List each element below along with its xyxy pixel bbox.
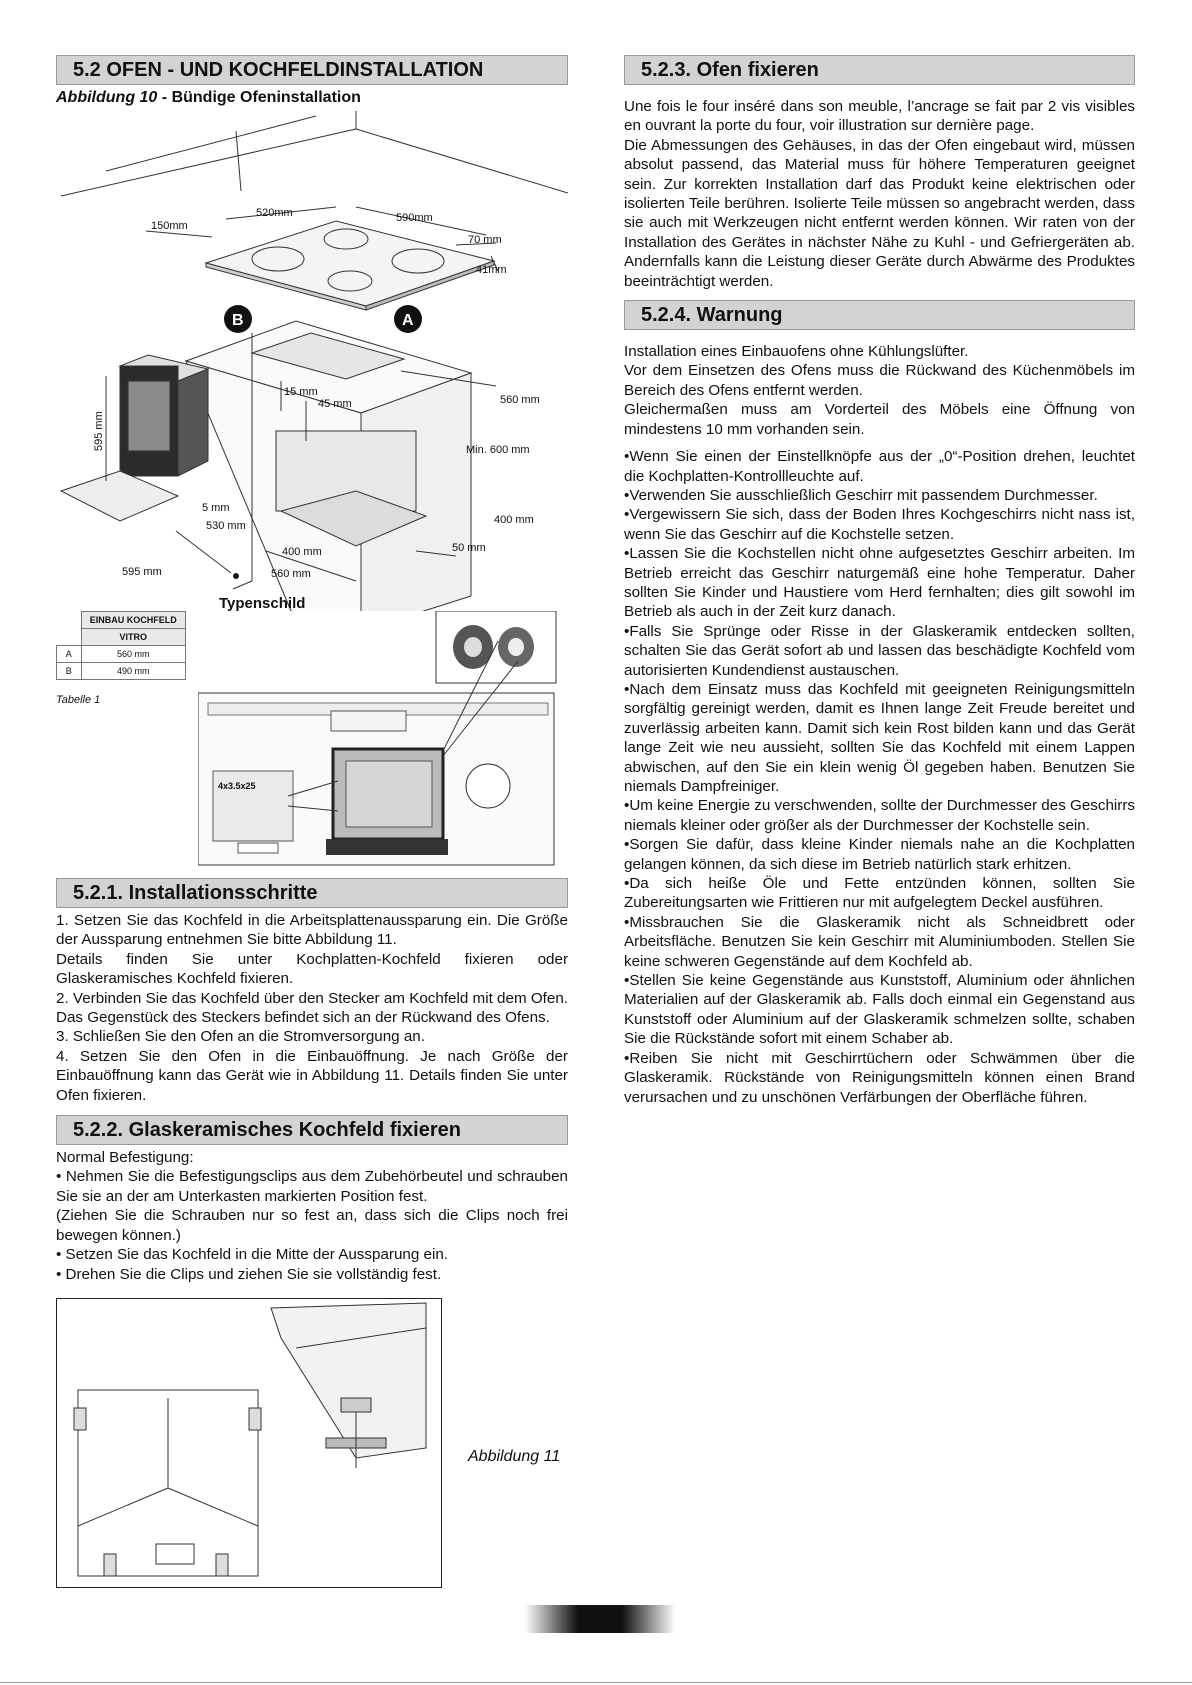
s522-paragraph: • Setzen Sie das Kochfeld in die Mitte der Aussparung ein. bbox=[56, 1246, 448, 1264]
dim-41: 41mm bbox=[476, 264, 507, 276]
figure11-area bbox=[56, 1298, 568, 1588]
dim-590: 590mm bbox=[396, 212, 433, 224]
warning-bullet: •Vergewissern Sie sich, dass der Boden Ihres Kochgeschirrs nicht nass ist, wenn Sie das Geschirr auf die Kochstelle setzen. bbox=[624, 506, 1135, 543]
figure11-diagram bbox=[56, 1298, 442, 1588]
dim-5: 5 mm bbox=[202, 502, 230, 514]
s521-body bbox=[56, 911, 568, 1105]
marker-b: B bbox=[232, 312, 244, 329]
figure11-caption: Abbildung 11 bbox=[468, 1447, 561, 1465]
left-column bbox=[56, 55, 568, 1588]
warning-bullet: •Nach dem Einsatz muss das Kochfeld mit geeigneten Reinigungsmitteln sorgfältig gereinigt werden, damit es Ihnen lange Zeit Freude bereitet und zuverlässig arbeiten kann. Damit sich kein Rost bilden kann und das Gerät lange Zeit wie neu aussieht, sollten Sie das Kochfeld mit einem Lappen abwischen, auf den Sie ein klein wenig Öl gegeben haben. Benutzen Sie niemals Dampfreiniger. bbox=[624, 680, 1135, 795]
warning-bullet: •Wenn Sie einen der Einstellknöpfe aus der „0“-Position drehen, leuchtet die Kochplatten-Kontrollleuchte auf. bbox=[624, 448, 1135, 485]
s523-paragraph: Die Abmessungen des Gehäuses, in das der Ofen eingebaut wird, müssen absolut passend, das Material muss für höhere Temperaturen geeignet sein. Zur korrekten Installation darf das Produkt keine elektrischen oder isolierten Teile berühren. Isolierte Teile müssen so angebracht werden, dass sie auch mit Werkzeugen nicht entfernt werden können. Wir raten von der Installation des Gerätes in nächster Nähe zu Kuhl - und Gefriergeräten ab. Andernfalls kann die Leistung dieser Geräte durch Abwärme des Produktes beeinträchtigt werden. bbox=[624, 136, 1135, 290]
table1-header2: VITRO bbox=[81, 629, 186, 646]
dim-min600: Min. 600 mm bbox=[466, 444, 530, 456]
dim-45: 45 mm bbox=[318, 398, 352, 410]
s524-intro bbox=[624, 342, 1135, 439]
s522-paragraph: Normal Befestigung: bbox=[56, 1149, 194, 1167]
warning-bullet: •Missbrauchen Sie die Glaskeramik nicht als Schneidbrett oder Arbeitsfläche. Benutzen Sie kein Geschirr mit Aluminiumboden. Stellen Sie keine schweren Gegenstände auf dem Kochfeld ab. bbox=[624, 913, 1135, 970]
dim-15: 15 mm bbox=[284, 386, 318, 398]
s524-intro-paragraph: Installation eines Einbauofens ohne Kühlungslüfter. bbox=[624, 343, 969, 361]
figure10-caption bbox=[56, 89, 568, 107]
s521-paragraph: 2. Verbinden Sie das Kochfeld über den Stecker am Kochfeld mit dem Ofen. Das Gegenstück des Steckers befindet sich an der Rückwand des Ofens. bbox=[56, 989, 568, 1027]
table1-caption: Tabelle 1 bbox=[56, 694, 101, 706]
s521-paragraph: 1. Setzen Sie das Kochfeld in die Arbeitsplattenaussparung ein. Die Größe der Aussparung entnehmen Sie bitte Abbildung 11. bbox=[56, 912, 568, 949]
s524-bullets bbox=[624, 447, 1135, 1107]
s521-paragraph: Details finden Sie unter Kochplatten-Kochfeld fixieren oder Glaskeramisches Kochfeld fixieren. bbox=[56, 950, 568, 988]
warning-bullet: •Da sich heiße Öle und Fette entzünden können, sollten Sie Zubereitungsarten wie Frittieren nur mit aufgelegtem Deckel ausführen. bbox=[624, 875, 1135, 912]
table1 bbox=[56, 611, 186, 680]
section-title: 5.2 OFEN - UND KOCHFELDINSTALLATION bbox=[56, 55, 568, 85]
dim-50: 50 mm bbox=[452, 542, 486, 554]
s521-title: 5.2.1. Installationsschritte bbox=[56, 878, 568, 908]
warning-bullet: •Sorgen Sie dafür, dass kleine Kinder niemals nahe an die Kochplatten gelangen können, da sich diese im Betrieb natürlich stark erhitzen. bbox=[624, 836, 1135, 873]
bottom-rule bbox=[0, 1682, 1192, 1683]
dim-595-vertical: 595 mm bbox=[93, 411, 105, 451]
s522-paragraph: (Ziehen Sie die Schrauben nur so fest an, dass sich die Clips noch frei bewegen können.) bbox=[56, 1207, 568, 1244]
s522-paragraph: • Nehmen Sie die Befestigungsclips aus dem Zubehörbeutel und schrauben Sie sie an der am Unterkasten markierten Position fest. bbox=[56, 1168, 568, 1205]
s524-intro-paragraph: Gleichermaßen muss am Vorderteil des Möbels eine Öffnung von mindestens 10 mm vorhanden sein. bbox=[624, 401, 1135, 438]
dim-595-horizontal: 595 mm bbox=[122, 566, 162, 578]
figure10-caption-text: Bündige Ofeninstallation bbox=[171, 89, 361, 106]
s521-paragraph: 3. Schließen Sie den Ofen an die Stromversorgung an. bbox=[56, 1028, 425, 1046]
dim-400a: 400 mm bbox=[494, 514, 534, 526]
s523-title: 5.2.3. Ofen fixieren bbox=[624, 55, 1135, 85]
dim-400b: 400 mm bbox=[282, 546, 322, 558]
warning-bullet: •Verwenden Sie ausschließlich Geschirr mit passendem Durchmesser. bbox=[624, 486, 1098, 504]
warning-bullet: •Falls Sie Sprünge oder Risse in der Glaskeramik entdecken sollten, schalten Sie das Gerät sofort ab und lassen das beschädigte Kochfeld vom autorisierten Kundendienst austauschen. bbox=[624, 622, 1135, 679]
figure10-caption-prefix: Abbildung 10 - bbox=[56, 89, 168, 106]
table-area bbox=[56, 611, 568, 866]
dim-150: 150mm bbox=[151, 220, 188, 232]
warning-bullet: •Um keine Energie zu verschwenden, sollte der Durchmesser des Geschirrs niemals kleiner oder größer als der Durchmesser der Kochstelle sein. bbox=[624, 797, 1135, 834]
figure10-diagram bbox=[56, 111, 568, 611]
warning-bullet: •Reiben Sie nicht mit Geschirrtüchern oder Schwämmen über die Glaskeramik. Rückstände von Reinigungsmitteln können einen Brand verursachen und zu unschönen Verfärbungen der Oberfläche führen. bbox=[624, 1049, 1135, 1106]
table-row: A 560 mm bbox=[57, 646, 186, 663]
table-row: B 490 mm bbox=[57, 663, 186, 680]
dim-520: 520mm bbox=[256, 207, 293, 219]
s521-paragraph: 4. Setzen Sie den Ofen in die Einbauöffnung. Je nach Größe der Einbauöffnung kann das Gerät wie in Abbildung 11. Details finden Sie unter Ofen fixieren. bbox=[56, 1047, 568, 1104]
page-number-bar bbox=[525, 1605, 675, 1633]
typenschild-label: Typenschild bbox=[219, 595, 306, 611]
marker-a: A bbox=[402, 312, 414, 329]
right-column bbox=[624, 55, 1135, 1107]
table1-header1: EINBAU KOCHFELD bbox=[81, 612, 186, 629]
dim-560b: 560 mm bbox=[271, 568, 311, 580]
s522-body bbox=[56, 1148, 568, 1284]
s524-intro-paragraph: Vor dem Einsetzen des Ofens muss die Rückwand des Küchenmöbels im Bereich des Ofens entfernt werden. bbox=[624, 362, 1135, 399]
oven-fixing-detail bbox=[198, 611, 568, 866]
s522-title: 5.2.2. Glaskeramisches Kochfeld fixieren bbox=[56, 1115, 568, 1145]
screw-label: 4x3.5x25 bbox=[218, 781, 256, 791]
dim-70: 70 mm bbox=[468, 234, 502, 246]
s524-title: 5.2.4. Warnung bbox=[624, 300, 1135, 330]
s522-paragraph: • Drehen Sie die Clips und ziehen Sie sie vollständig fest. bbox=[56, 1265, 442, 1283]
dim-560a: 560 mm bbox=[500, 394, 540, 406]
s523-body bbox=[624, 97, 1135, 291]
warning-bullet: •Stellen Sie keine Gegenstände aus Kunststoff, Aluminium oder ähnlichen Materialien auf der Glaskeramik ab. Falls doch einmal ein Gegenstand aus Kunststoff oder Aluminium auf der Glaskeramik schmelzen sollte, schaben Sie die Rückstände sofort mit einem Schaber ab. bbox=[624, 972, 1135, 1048]
dim-530: 530 mm bbox=[206, 520, 246, 532]
warning-bullet: •Lassen Sie die Kochstellen nicht ohne aufgesetztes Geschirr arbeiten. Im Betrieb erreicht das Geschirr naturgemäß eine hohe Temperatur. Daher sollten Sie Kinder und Haustiere vom Herd fernhalten; dies gilt sowohl im Betrieb als auch in der Zeit kurz danach. bbox=[624, 545, 1135, 621]
s523-paragraph: Une fois le four inséré dans son meuble, l’ancrage se fait par 2 vis visibles en ouvrant la porte du four, voir illustration sur dernière page. bbox=[624, 98, 1135, 135]
